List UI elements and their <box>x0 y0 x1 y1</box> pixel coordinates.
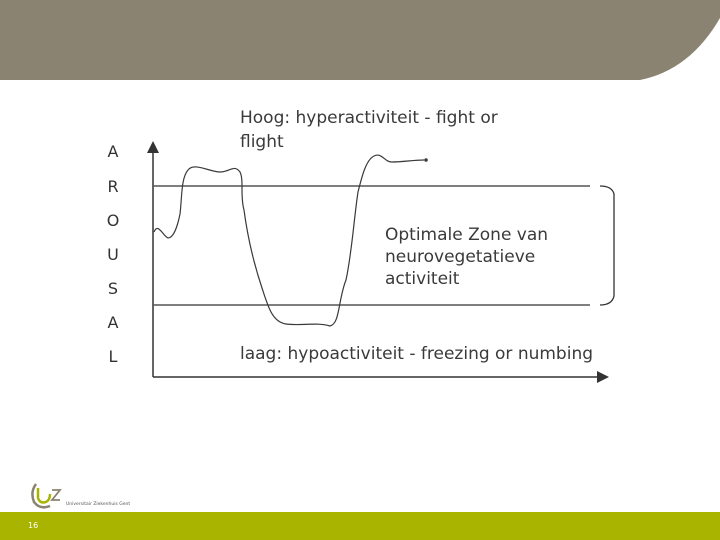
low-arousal-label: laag: hypoactiviteit - freezing or numbing <box>240 344 594 364</box>
footer-band <box>0 512 720 540</box>
axis-letter-r: R <box>107 177 119 196</box>
zone-brace <box>600 186 614 305</box>
axis-letter-l: L <box>108 347 118 366</box>
high-arousal-label-line2: flight <box>240 132 284 152</box>
slide-number: 16 <box>28 521 39 530</box>
axis-letter-u: U <box>107 245 119 264</box>
optimal-zone-label-line1: Optimale Zone van <box>385 225 549 245</box>
uz-gent-logo <box>28 478 68 512</box>
curve-end-dot <box>424 158 428 162</box>
axis-letter-a1: A <box>107 142 119 161</box>
optimal-zone-label-line2: neurovegetatieve <box>385 247 536 267</box>
optimal-zone-label-line3: activiteit <box>385 269 460 289</box>
high-arousal-label-line1: Hoog: hyperactiviteit - fight or <box>240 108 498 128</box>
axis-letter-a2: A <box>107 313 119 332</box>
arousal-curve <box>154 155 424 326</box>
logo-text: Universitair Ziekenhuis Gent <box>66 502 131 507</box>
axis-letter-s: S <box>107 279 119 298</box>
axis-letter-o: O <box>106 211 120 230</box>
